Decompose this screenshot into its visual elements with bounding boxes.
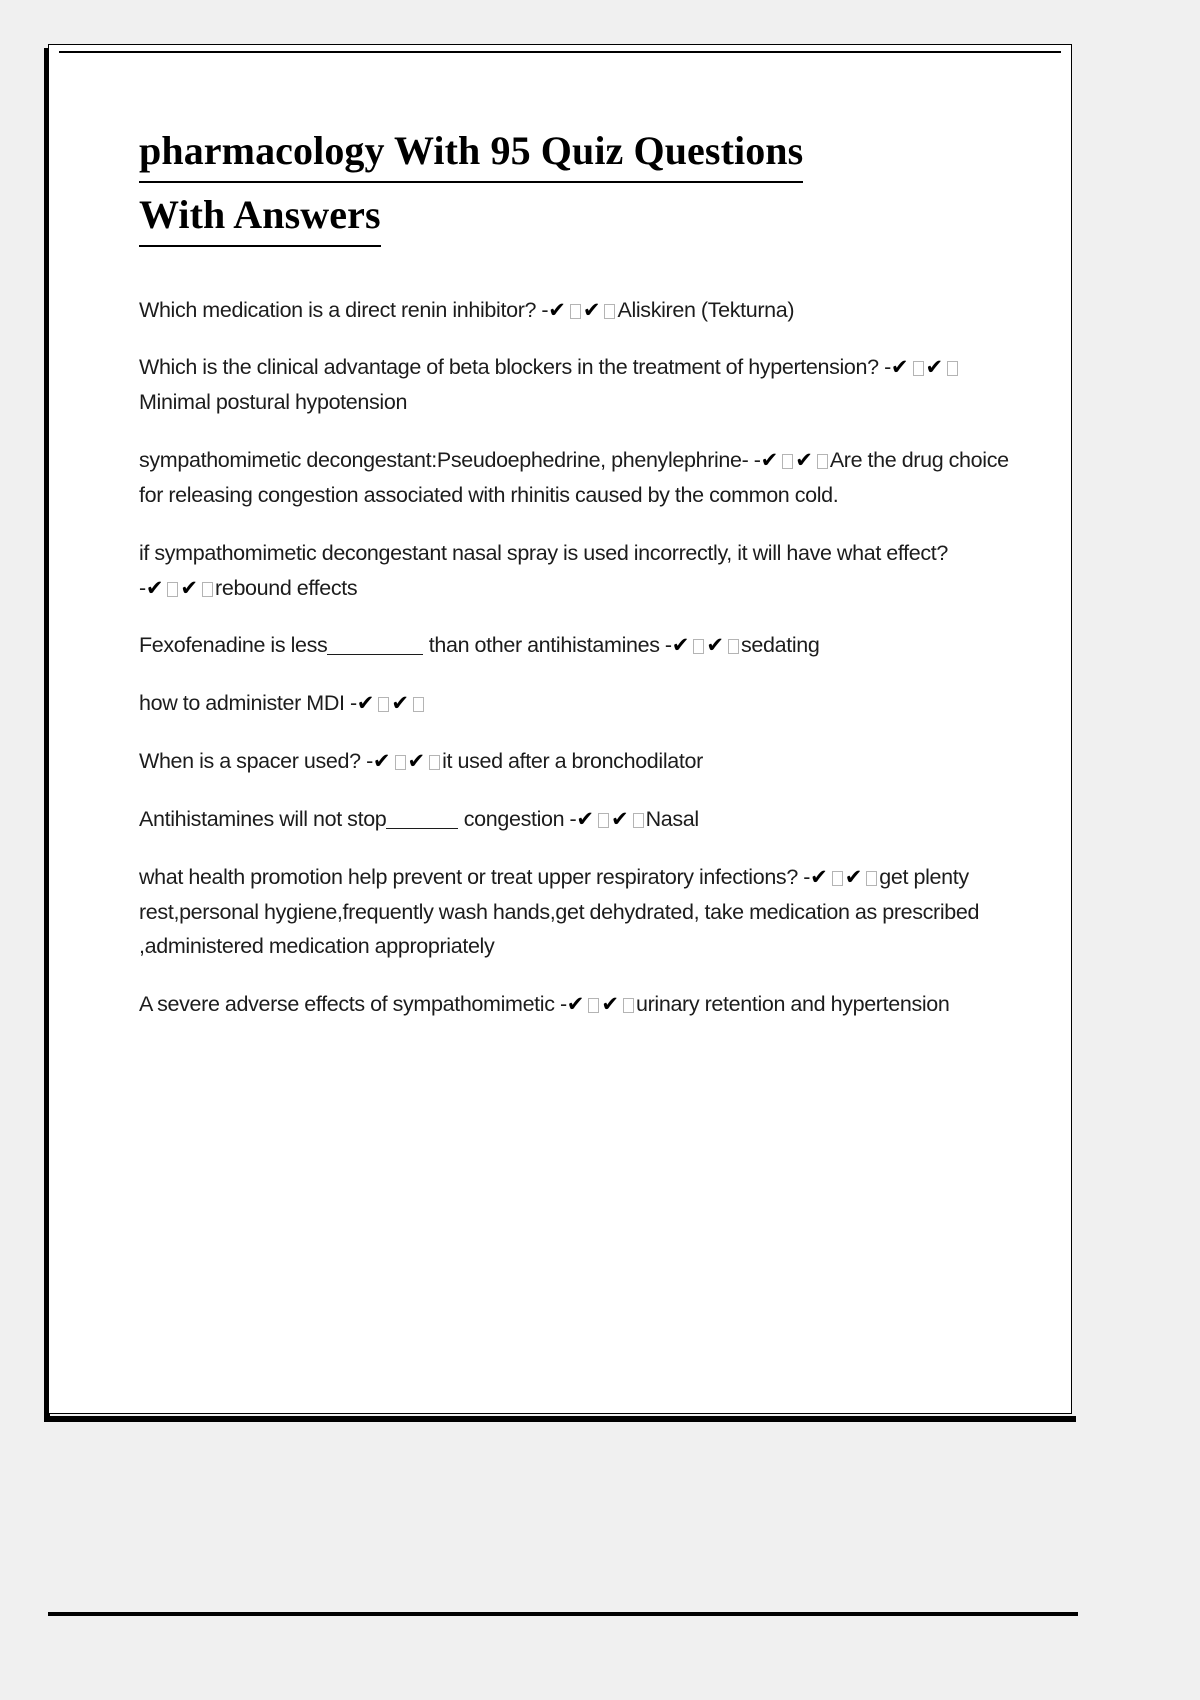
page-title-line-1: pharmacology With 95 Quiz Questions	[139, 123, 803, 183]
qa-item	[139, 860, 1011, 964]
missing-glyph-box-icon	[598, 813, 609, 828]
missing-glyph-box-icon	[782, 454, 793, 469]
fill-in-blank	[327, 654, 423, 655]
question-prompt: When is a spacer used? -	[139, 749, 373, 774]
qa-item	[139, 686, 1011, 721]
check-icon: ✔	[391, 691, 409, 716]
page-title-line-2: With Answers	[139, 187, 381, 247]
question-prompt-tail: congestion -	[458, 806, 577, 831]
check-icon: ✔	[610, 806, 629, 831]
check-icon: ✔	[566, 992, 585, 1017]
question-answer: rebound effects	[215, 575, 358, 600]
missing-glyph-box-icon	[202, 582, 213, 597]
check-icon: ✔	[582, 297, 601, 322]
missing-glyph-box-icon	[832, 871, 843, 886]
check-icon: ✔	[180, 575, 199, 600]
question-prompt: A severe adverse effects of sympathomimetic -	[139, 992, 567, 1017]
check-icon: ✔	[890, 355, 909, 380]
question-prompt: Antihistamines will not stop	[139, 806, 387, 831]
question-answer: sedating	[740, 633, 820, 658]
question-prompt: how to administer MDI -	[139, 691, 357, 716]
qa-item	[139, 443, 1011, 513]
missing-glyph-box-icon	[623, 998, 634, 1013]
check-icon: ✔	[925, 355, 944, 380]
question-prompt-tail: than other antihistamines -	[423, 633, 672, 658]
question-answer: it used after a bronchodilator	[442, 749, 703, 774]
page-edge-shadow-bottom	[48, 1416, 1076, 1422]
fill-in-blank	[386, 828, 458, 829]
check-icon: ✔	[795, 448, 813, 473]
qa-item	[139, 350, 1011, 420]
check-icon: ✔	[145, 575, 164, 600]
missing-glyph-box-icon	[429, 755, 440, 770]
check-icon: ✔	[760, 448, 779, 473]
page-title	[139, 123, 1011, 247]
question-answer: Are the drug choice for releasing congestion associated with rhinitis caused by the common cold.	[139, 448, 1009, 507]
question-prompt: if sympathomimetic decongestant nasal spray is used incorrectly, it will have what effect? -	[139, 540, 948, 600]
missing-glyph-box-icon	[913, 361, 924, 376]
missing-glyph-box-icon	[604, 304, 615, 319]
document-page-frame	[44, 44, 1076, 1422]
missing-glyph-box-icon	[588, 998, 599, 1013]
question-answer: Minimal postural hypotension	[139, 390, 408, 415]
question-prompt: Which is the clinical advantage of beta blockers in the treatment of hypertension? -	[139, 355, 891, 380]
question-answer: Aliskiren (Tekturna)	[617, 297, 795, 322]
missing-glyph-box-icon	[817, 454, 828, 469]
document-content	[139, 123, 1011, 1022]
page-top-rule	[59, 51, 1061, 53]
question-prompt: Fexofenadine is less	[139, 633, 328, 658]
qa-item	[139, 744, 1011, 779]
check-icon: ✔	[407, 749, 426, 774]
document-page	[48, 44, 1072, 1414]
check-icon: ✔	[844, 864, 863, 889]
missing-glyph-box-icon	[947, 361, 958, 376]
check-icon: ✔	[372, 749, 391, 774]
missing-glyph-box-icon	[728, 639, 739, 654]
missing-glyph-box-icon	[395, 755, 406, 770]
check-icon: ✔	[706, 633, 724, 658]
missing-glyph-box-icon	[866, 871, 877, 886]
check-icon: ✔	[810, 864, 828, 889]
qa-item	[139, 628, 1011, 663]
question-prompt: what health promotion help prevent or treat upper respiratory infections? -	[139, 864, 811, 889]
question-answer: urinary retention and hypertension	[636, 992, 950, 1017]
check-icon: ✔	[671, 633, 690, 658]
missing-glyph-box-icon	[693, 639, 704, 654]
qa-item	[139, 987, 1011, 1022]
missing-glyph-box-icon	[633, 813, 644, 828]
next-page-top-rule	[48, 1612, 1078, 1616]
question-answer: Nasal	[645, 806, 699, 831]
check-icon: ✔	[601, 992, 619, 1017]
check-icon: ✔	[576, 806, 594, 831]
check-icon: ✔	[548, 297, 566, 322]
question-prompt: sympathomimetic decongestant:Pseudoephedrine, phenylephrine- -	[139, 448, 761, 473]
missing-glyph-box-icon	[570, 304, 581, 319]
question-prompt: Which medication is a direct renin inhibitor? -	[139, 297, 549, 322]
qa-item	[139, 536, 1011, 606]
qa-item	[139, 802, 1011, 837]
check-icon: ✔	[356, 691, 375, 716]
missing-glyph-box-icon	[413, 697, 424, 712]
missing-glyph-box-icon	[378, 697, 389, 712]
question-answer: get plenty rest,personal hygiene,frequently wash hands,get dehydrated, take medication as prescribed ,administered medication appropriately	[139, 864, 980, 959]
missing-glyph-box-icon	[167, 582, 178, 597]
qa-item	[139, 293, 1011, 328]
